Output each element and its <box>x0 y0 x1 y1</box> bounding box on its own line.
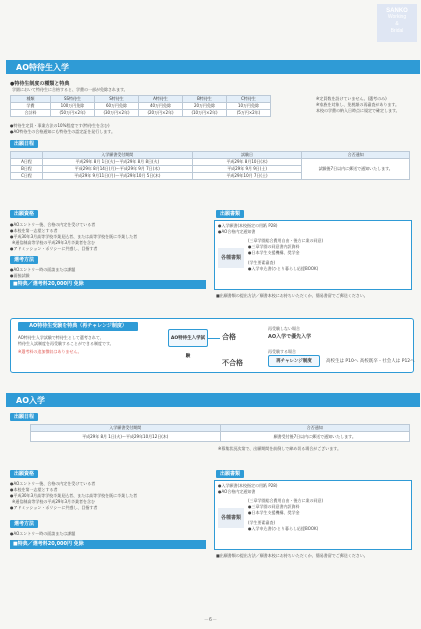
row-tuition: 学費 <box>11 103 51 110</box>
ao-special-title: AO特待生入学 <box>6 60 420 74</box>
sched-h-exam: 試験日 <box>192 152 302 159</box>
sched-h-period: 入学願書受付期間 <box>42 152 192 159</box>
qual-item-2: ●本校を第一志望とする者 <box>10 228 58 233</box>
table-note-1: ●特待生定員・事業方法の10%程度です(特待生を含む) <box>10 123 110 128</box>
ao-qual-3: ●平成30年3月高等学校卒業見込者、または高等学校を既に卒業した者 <box>10 493 138 498</box>
ao-doc-6: (学生要素審査) <box>248 520 276 525</box>
ao-qual-2: ●本校を第一志望とする者 <box>10 487 58 492</box>
sel-item-1: ●AOエントリー時の面談または課題 <box>10 267 76 272</box>
term-c: C日程 <box>11 173 43 180</box>
challenge-next: 高校生は P10へ 高校既卒・社会人は P12へ <box>326 359 415 364</box>
col-ss: SS特待生 <box>51 96 95 103</box>
brand-name: SANKO <box>386 8 408 14</box>
ao-doc-1: ●入学願書(本校指定の用紙 P28) <box>218 483 278 488</box>
ao-schedule-label: 出願日程 <box>10 413 38 421</box>
sub-c: (5万円×2年) <box>227 110 271 117</box>
challenge-desc-3: ※選考料の追加徴収はありません。 <box>18 349 82 354</box>
ao-result: 願書受付後7日以内に郵送で通知いたします。 <box>220 432 410 442</box>
challenge-pass: 合格 <box>222 333 236 341</box>
ao-benefit: ■特典／選考料20,000円 免除 <box>10 540 206 549</box>
schedule-label: 出願日程 <box>10 140 38 148</box>
documents-side-label: 各種書類 <box>218 248 244 268</box>
ao-doc-2: ●AO合格内定通知書 <box>218 489 256 494</box>
ao-note: ※募集状況次第で、出願期間を前倒しで締め切る場合がございます。 <box>218 446 341 451</box>
amt-a: 40万円免除 <box>139 103 183 110</box>
challenge-title: AO特待生受験を特典（再チャレンジ制度） <box>18 322 138 331</box>
sub-s: (30万円×2年) <box>95 110 139 117</box>
ao-h-result: 合否通知 <box>220 425 410 432</box>
ao-schedule-table <box>30 424 410 442</box>
sub-ss: (50万円×2年) <box>51 110 95 117</box>
brand-line2: & <box>395 21 399 27</box>
ao-qual-1: ●AOエントリー後、合格の内定を受けている者 <box>10 481 96 486</box>
qualification-label: 出願資格 <box>10 210 38 218</box>
doc-item-2: ●AO合格内定通知書 <box>218 229 256 234</box>
ao-period: 平成29年 8月 1日(火)～平成29年10月12日(木) <box>31 432 221 442</box>
table-note-2: ●AO特待生の合格通知にも特待生の認定証を発行します。 <box>10 129 115 134</box>
brand-line3: Bridal <box>390 28 404 34</box>
col-a: A特待生 <box>139 96 183 103</box>
exam-c: 平成29年10月 7日(土) <box>192 173 302 180</box>
doc-item-5: ●日本学生支援機構、奨学金 <box>248 250 300 255</box>
ao-sel-1: ●AOエントリー時の面談または課題 <box>10 531 76 536</box>
period-b: 平成29年 8月14日(月)～平成29年 9月 7日(木) <box>42 166 192 173</box>
ao-doc-footer: ■出願書類の提出方法／願書本校にお持ちいただくか、簡易書留でご郵送ください。 <box>216 553 368 558</box>
qual-item-1: ●AOエントリー後、合格の内定を受けている者 <box>10 222 96 227</box>
doc-item-1: ●入学願書(本校指定の用紙 P28) <box>218 223 278 228</box>
brand-line1: Working <box>387 14 407 20</box>
exam-a: 平成29年 8月10日(木) <box>192 159 302 166</box>
page-number: －6－ <box>203 617 218 623</box>
right-note-1: ※定員数を設けていません。(選考のみ) <box>316 96 387 101</box>
documents-label: 出願書類 <box>216 210 244 218</box>
amt-c: 10万円免除 <box>227 103 271 110</box>
qual-item-5: ●アドミッション・ポリシーに共感し、目指す者 <box>10 246 98 251</box>
benefit-banner: ■特典／選考料20,000円 免除 <box>10 280 206 289</box>
ao-h-period: 入学願書受付期間 <box>31 425 221 432</box>
sched-h-result: 合否通知 <box>302 152 410 159</box>
special-intro-title: ●特待生制度の種類と特典 <box>10 81 70 87</box>
row-type: 種類 <box>11 96 51 103</box>
ao-qual-5: ●アドミッション・ポリシーに共感し、目指す者 <box>10 505 98 510</box>
row-fee: 合計料 <box>11 110 51 117</box>
challenge-fail: 不合格 <box>222 359 243 367</box>
term-b: B日程 <box>11 166 43 173</box>
amt-b: 20万円免除 <box>183 103 227 110</box>
challenge-desc-1: AO特待生入学試験で特待生として選考されて、 <box>18 335 104 340</box>
sub-a: (20万円×2年) <box>139 110 183 117</box>
selection-label: 選考方法 <box>10 256 38 264</box>
ao-doc-3: (三章学園総合費用自由・後方に業の同意) <box>248 498 324 503</box>
challenge-desc-2: 特待生入試制度を再受験することができる制度です。 <box>18 341 114 346</box>
col-c: C特待生 <box>227 96 271 103</box>
flow-arrow-1 <box>208 338 220 339</box>
sched-result: 試験後7日以内に郵送で通知いたします。 <box>302 159 410 180</box>
term-a: A日程 <box>11 159 43 166</box>
col-s: S特待生 <box>95 96 139 103</box>
ao-qual-4: ※通信制高等学校の平成29年3月卒業者を含む <box>12 499 95 504</box>
qual-item-4: ※通信制高等学校の平成29年3月卒業者を含む <box>12 240 95 245</box>
ao-title: AO入学 <box>6 393 420 407</box>
schedule-table <box>10 151 410 180</box>
doc-item-3: (三章学園総合費用自由・後方に業の同意) <box>248 238 324 243</box>
challenge-pass-note: 再受験しない場合 <box>268 326 300 331</box>
amt-s: 60万円免除 <box>95 103 139 110</box>
ao-doc-4: ●三章学園の同意書内訳資料 <box>248 504 300 509</box>
doc-footer: ■出願書類の提出方法／願書本校にお持ちいただくか、簡易書留でご郵送ください。 <box>216 293 368 298</box>
special-table <box>10 95 271 117</box>
doc-item-7: ●入学申込書(ひとり暮らし応援BOOK) <box>248 266 319 271</box>
period-c: 平成29年 9月11日(月)～平成29年10月 5日(木) <box>42 173 192 180</box>
sel-item-2: ●面接試験 <box>10 273 30 278</box>
ao-doc-7: ●入学申込書(ひとり暮らし応援BOOK) <box>248 526 319 531</box>
ao-selection-label: 選考方法 <box>10 520 38 528</box>
ao-qual-label: 出願資格 <box>10 470 38 478</box>
right-note-2: ※家族を対象し、免税額の再審査があります。 <box>316 102 400 107</box>
special-intro-note: 学園において特待生に合格すると、学費の一部が免除されます。 <box>12 87 128 92</box>
ao-docs-label: 出願書類 <box>216 470 244 478</box>
period-a: 平成29年 8月 1日(火)～平成29年 8月 8日(火) <box>42 159 192 166</box>
amt-ss: 100万円免除 <box>51 103 95 110</box>
challenge-start: AO特待生入学試験 <box>168 329 208 347</box>
right-note-3: 本校の学費の納入日時点に規定で確定します。 <box>316 108 400 113</box>
challenge-pass-result: AO入学で優先入学 <box>268 334 312 340</box>
ao-docs-side-label: 各種書類 <box>218 508 244 528</box>
sub-b: (10万円×2年) <box>183 110 227 117</box>
doc-item-4: ●三章学園の同意書内訳資料 <box>248 244 300 249</box>
challenge-fail-note: 再受験する場合 <box>268 349 296 354</box>
ao-doc-5: ●日本学生支援機構、奨学金 <box>248 510 300 515</box>
qual-item-3: ●平成30年3月高等学校卒業見込者、または高等学校を既に卒業した者 <box>10 234 138 239</box>
brand-tag <box>377 4 417 42</box>
col-b: B特待生 <box>183 96 227 103</box>
challenge-fail-result: 再チャレンジ制度 <box>268 355 320 367</box>
exam-b: 平成29年 9月 9日(土) <box>192 166 302 173</box>
doc-item-6: (学生要素審査) <box>248 260 276 265</box>
